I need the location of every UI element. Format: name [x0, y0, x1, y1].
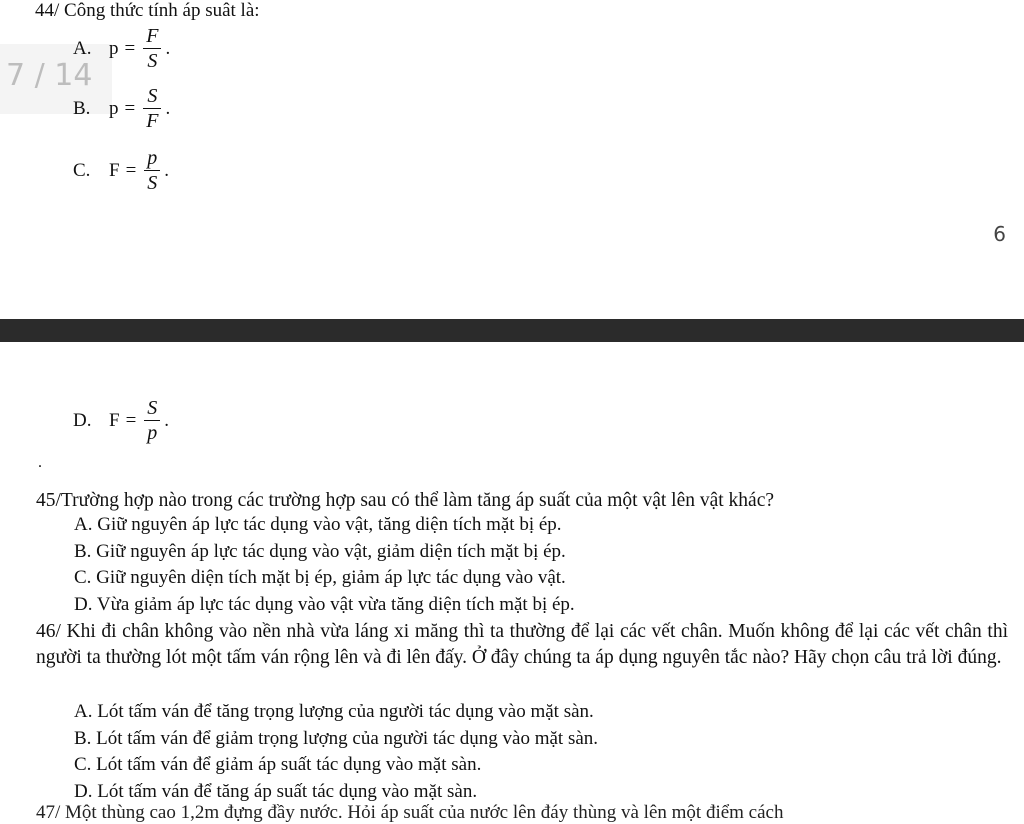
page-number: 6 [993, 222, 1006, 246]
period: . [164, 159, 170, 181]
fraction [144, 398, 160, 443]
equals-sign: = [125, 409, 137, 431]
q45-answer-list [74, 512, 575, 618]
q45-answer-c: C. Giữ nguyên diện tích mặt bị ép, giảm áp lực tác dụng vào vật. [74, 567, 566, 588]
fraction [143, 86, 161, 131]
period: . [165, 37, 171, 59]
equals-sign: = [124, 97, 136, 119]
stray-mark: . [38, 454, 42, 471]
question-45-title: 45/Trường hợp nào trong các trường hợp sau có thể làm tăng áp suất của một vật lên vật khác? [36, 490, 775, 511]
fraction-denominator: S [147, 50, 158, 72]
q46-answer-a: A. Lót tấm ván để tăng trọng lượng của người tác dụng vào mặt sàn. [74, 701, 594, 722]
fraction-denominator: p [147, 422, 158, 444]
fraction [143, 26, 161, 71]
formula-lhs: p [109, 37, 119, 59]
q46-answer-c: C. Lót tấm ván để giảm áp suất tác dụng vào mặt sàn. [74, 754, 482, 775]
question-46-title: 46/ Khi đi chân không vào nền nhà vừa láng xi măng thì ta thường để lại các vết chân. Muốn không để lại các vết chân thì người ta thường lót một tấm ván rộng lên và đi lên đấy. Ở đây chúng ta áp dụng nguyên tắc nào? Hãy chọn câu trả lời đúng. [36, 621, 1008, 668]
option-letter: D. [73, 409, 92, 431]
fraction-denominator: S [147, 172, 158, 194]
question-47-partial: 47/ Một thùng cao 1,2m đựng đầy nước. Hỏi áp suất của nước lên đáy thùng và lên một điểm cách [36, 802, 784, 823]
question-44-title: 44/ Công thức tính áp suât là: [35, 0, 260, 21]
q45-answer-b: B. Giữ nguyên áp lực tác dụng vào vật, giảm diện tích mặt bị ép. [74, 540, 566, 562]
period: . [165, 97, 171, 119]
formula-lhs: p [109, 97, 119, 119]
fraction [144, 148, 160, 193]
fraction-numerator: S [147, 397, 158, 419]
q44-option-c [73, 148, 169, 193]
q46-answer-b: B. Lót tấm ván để giảm trọng lượng của người tác dụng vào mặt sàn. [74, 727, 599, 749]
q44-option-a [73, 26, 170, 71]
period: . [164, 409, 170, 431]
q45-answer-a: A. Giữ nguyên áp lực tác dụng vào vật, tăng diện tích mặt bị ép. [74, 514, 562, 535]
q46-answer-list [74, 699, 598, 805]
formula-lhs: F [109, 159, 120, 181]
q44-option-b [73, 86, 170, 131]
fraction-denominator: F [146, 110, 159, 132]
q46-answer-d: D. Lót tấm ván để tăng áp suất tác dụng vào mặt sàn. [74, 780, 478, 802]
option-letter: B. [73, 97, 91, 119]
option-letter: A. [73, 37, 92, 59]
equals-sign: = [124, 37, 136, 59]
equals-sign: = [125, 159, 137, 181]
fraction-numerator: S [147, 85, 158, 107]
page-divider [0, 319, 1024, 342]
q44-option-d [73, 398, 169, 443]
page-counter: 7 / 14 [0, 44, 112, 114]
formula-lhs: F [109, 409, 120, 431]
q45-answer-d: D. Vừa giảm áp lực tác dụng vào vật vừa tăng diện tích mặt bị ép. [74, 593, 575, 615]
fraction-numerator: p [147, 147, 158, 169]
fraction-numerator: F [146, 25, 159, 47]
option-letter: C. [73, 159, 91, 181]
